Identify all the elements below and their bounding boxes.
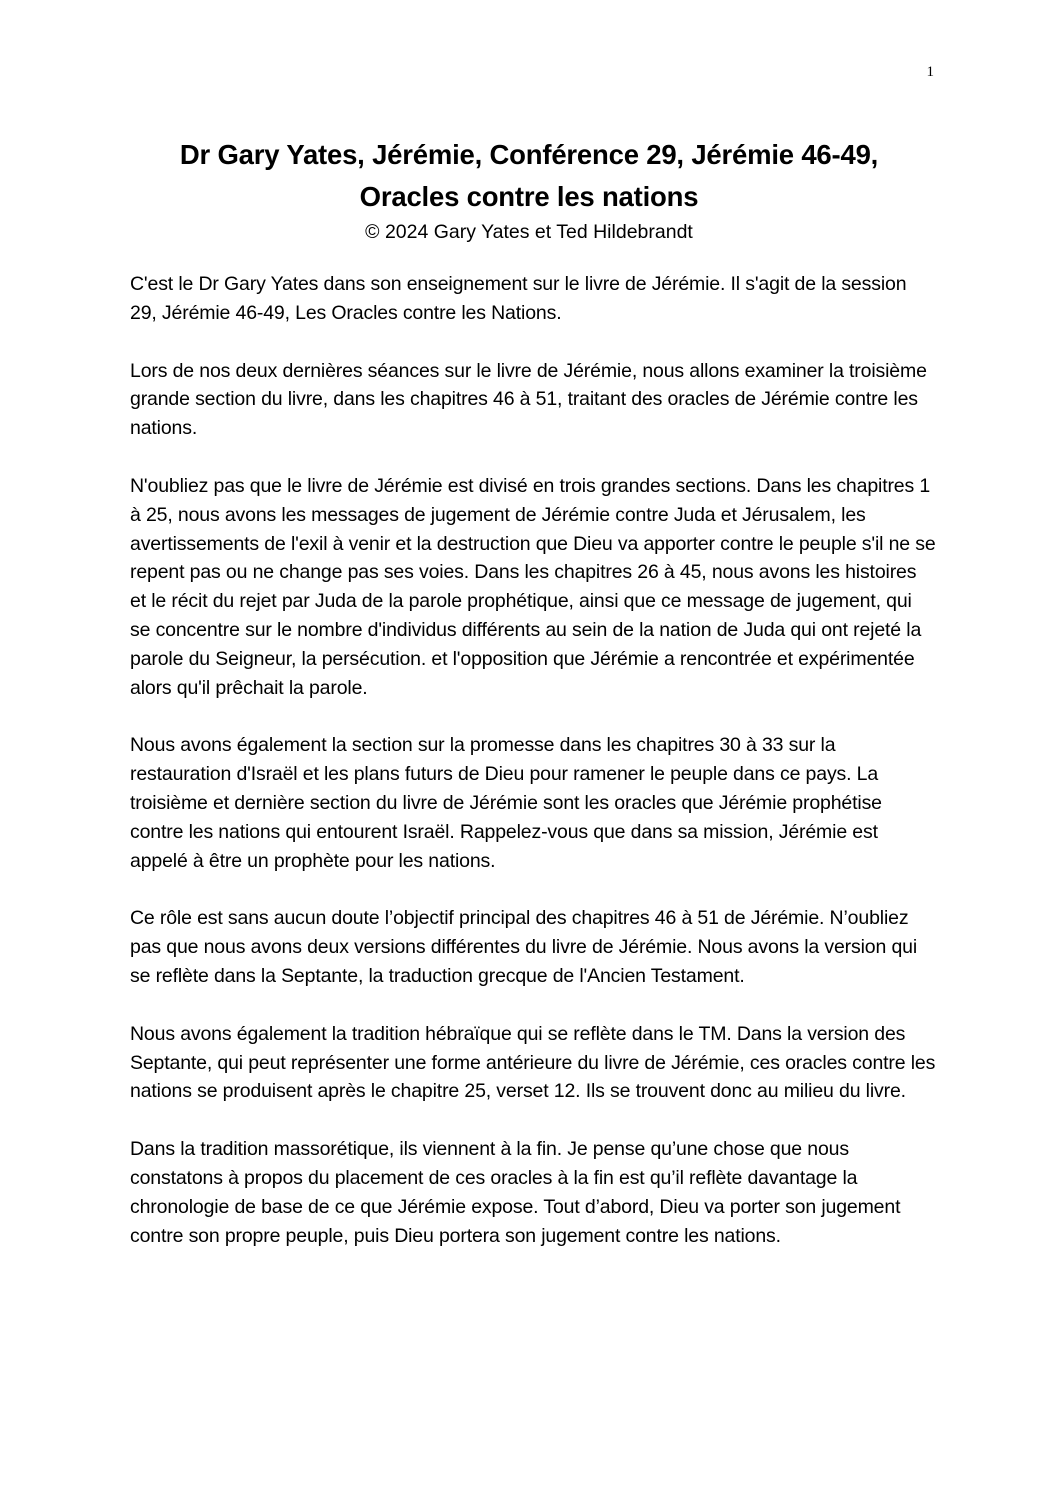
paragraph-6: Nous avons également la tradition hébraïque qui se reflète dans le TM. Dans la version des Septante, qui peut représenter une forme antérieure du livre de Jérémie, ces oracles contre les nations se produisent après le chapitre 25, verset 12. Ils se trouvent donc au milieu du livre. xyxy=(130,1022,936,1103)
copyright-notice: © 2024 Gary Yates et Ted Hildebrandt xyxy=(365,221,693,243)
paragraph-3: N'oubliez pas que le livre de Jérémie est divisé en trois grandes sections. Dans les chapitres 1 à 25, nous avons les messages de jugement de Jérémie contre Juda et Jérusalem, les avertissements de l'exil à venir et la destruction que Dieu va apporter contre le peuple s'il ne se repent pas ou ne change pas ses voies. Dans les chapitres 26 à 45, nous avons les histoires et le récit du rejet par Juda de la parole prophétique, ainsi que ce message de jugement, qui se concentre sur le nombre d'individus différents au sein de la nation de Juda qui ont rejeté la parole du Seigneur, la persécution. et l'opposition que Jérémie a rencontrée et expérimentée alors qu'il prêchait la parole. xyxy=(130,474,936,699)
paragraph-7: Dans la tradition massorétique, ils viennent à la fin. Je pense qu’une chose que nous constatons à propos du placement de ces oracles à la fin est qu’il reflète davantage la chronologie de base de ce que Jérémie expose. Tout d’abord, Dieu va porter son jugement contre son propre peuple, puis Dieu portera son jugement contre les nations. xyxy=(130,1138,901,1247)
title-block xyxy=(0,134,1058,247)
paragraph-2: Lors de nos deux dernières séances sur le livre de Jérémie, nous allons examiner la troisième grande section du livre, dans les chapitres 46 à 51, traitant des oracles de Jérémie contre les nations. xyxy=(130,359,927,440)
title-line-2: Oracles contre les nations xyxy=(359,181,699,212)
document-title xyxy=(0,134,1058,218)
paragraph-5: Ce rôle est sans aucun doute l’objectif principal des chapitres 46 à 51 de Jérémie. N’oubliez pas que nous avons deux versions différentes du livre de Jérémie. Nous avons la version qui se reflète dans la Septante, la traduction grecque de l'Ancien Testament. xyxy=(130,907,918,987)
paragraph-4: Nous avons également la section sur la promesse dans les chapitres 30 à 33 sur la restauration d'Israël et les plans futurs de Dieu pour ramener le peuple dans ce pays. La troisième et dernière section du livre de Jérémie sont les oracles que Jérémie prophétise contre les nations qui entourent Israël. Rappelez-vous que dans sa mission, Jérémie est appelé à être un prophète pour les nations. xyxy=(130,734,882,872)
paragraph-1: C'est le Dr Gary Yates dans son enseignement sur le livre de Jérémie. Il s'agit de la session 29, Jérémie 46-49, Les Oracles contre les Nations. xyxy=(130,273,907,324)
page-number: 1 xyxy=(926,64,934,80)
document-body xyxy=(130,270,936,1279)
title-line-1: Dr Gary Yates, Jérémie, Conférence 29, Jérémie 46-49, xyxy=(179,139,879,170)
